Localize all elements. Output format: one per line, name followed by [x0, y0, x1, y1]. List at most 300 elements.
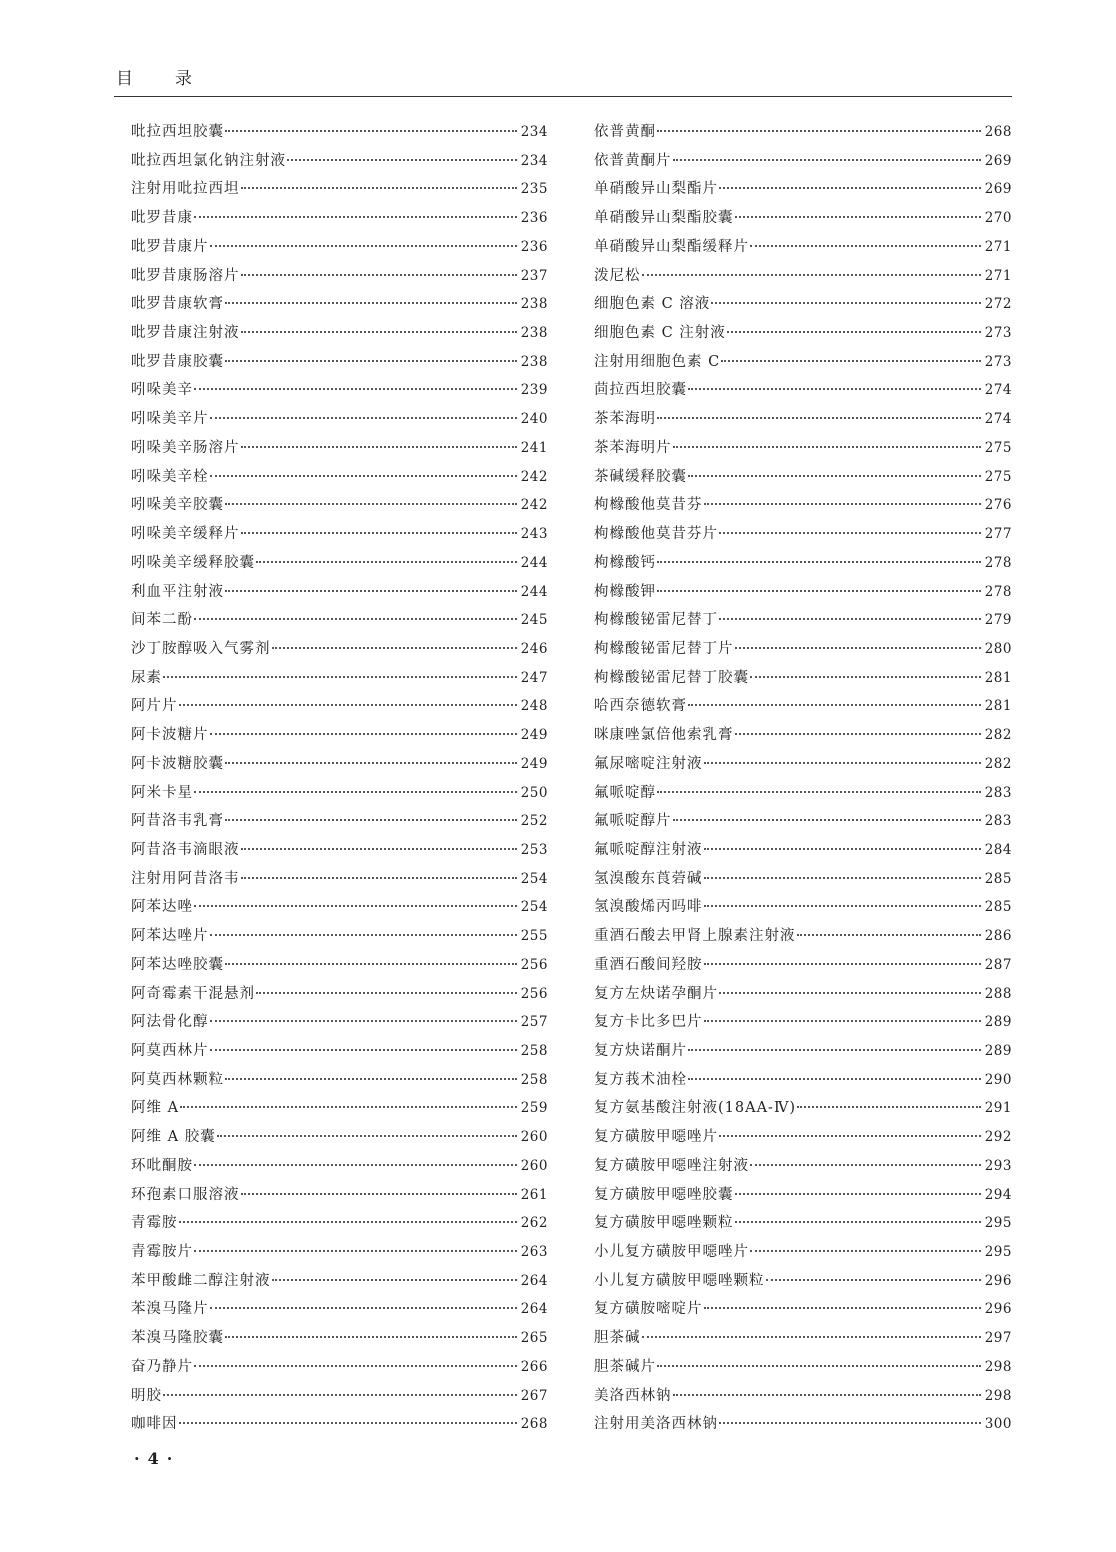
toc-dot-leader	[210, 417, 517, 419]
toc-dot-leader	[225, 762, 517, 764]
toc-entry[interactable]	[131, 522, 548, 551]
toc-dot-leader	[272, 647, 517, 649]
toc-entry[interactable]	[594, 953, 1012, 982]
toc-dot-leader	[179, 1221, 517, 1223]
toc-entry[interactable]	[131, 1326, 548, 1355]
toc-entry-title: 阿苯达唑胶囊	[131, 956, 224, 973]
toc-entry[interactable]	[131, 206, 548, 235]
toc-entry-page-number: 271	[984, 238, 1012, 255]
toc-dot-leader	[256, 992, 517, 994]
toc-entry-page-number: 282	[984, 727, 1012, 744]
page-number-footer	[126, 1449, 180, 1468]
toc-dot-leader	[750, 676, 981, 678]
toc-entry[interactable]	[594, 1211, 1012, 1240]
toc-entry-page-number: 249	[520, 755, 548, 772]
toc-entry-page-number: 235	[520, 181, 548, 198]
toc-entry-title: 环吡酮胺	[131, 1157, 193, 1174]
toc-entry[interactable]	[594, 694, 1012, 723]
toc-entry-title: 阿昔洛韦滴眼液	[131, 841, 240, 858]
toc-entry[interactable]	[594, 666, 1012, 695]
toc-dot-leader	[241, 274, 517, 276]
toc-entry[interactable]	[131, 723, 548, 752]
toc-entry-title: 吡罗昔康胶囊	[131, 353, 224, 370]
toc-entry-page-number: 275	[984, 439, 1012, 456]
toc-entry-title: 枸橼酸他莫昔芬	[594, 497, 703, 514]
toc-entry-title: 复方磺胺甲噁唑注射液	[594, 1157, 749, 1174]
toc-entry-page-number: 268	[520, 1416, 548, 1433]
toc-entry[interactable]	[594, 1010, 1012, 1039]
toc-entry[interactable]	[131, 120, 548, 149]
toc-entry-page-number: 273	[984, 325, 1012, 342]
toc-entry[interactable]	[131, 895, 548, 924]
toc-entry-title: 尿素	[131, 669, 162, 686]
toc-entry[interactable]	[131, 580, 548, 609]
toc-entry-title: 吡罗昔康软膏	[131, 296, 224, 313]
toc-entry-title: 茴拉西坦胶囊	[594, 382, 687, 399]
toc-dot-leader	[241, 1193, 517, 1195]
toc-entry[interactable]	[131, 809, 548, 838]
toc-entry-title: 氟哌啶醇注射液	[594, 841, 703, 858]
toc-entry[interactable]	[594, 264, 1012, 293]
toc-entry-title: 复方氨基酸注射液(18AA-Ⅳ)	[594, 1100, 797, 1117]
toc-entry[interactable]	[594, 321, 1012, 350]
toc-entry[interactable]	[131, 465, 548, 494]
toc-dot-leader	[241, 877, 517, 879]
toc-dot-leader	[210, 934, 517, 936]
toc-entry[interactable]	[594, 1096, 1012, 1125]
toc-entry-title: 阿莫西林片	[131, 1043, 209, 1059]
toc-entry[interactable]	[594, 120, 1012, 149]
toc-entry[interactable]	[594, 752, 1012, 781]
toc-entry[interactable]	[594, 580, 1012, 609]
toc-entry-title: 枸橼酸他莫昔芬片	[594, 526, 718, 543]
toc-entry[interactable]	[594, 206, 1012, 235]
toc-dot-leader	[210, 733, 517, 735]
toc-dot-leader	[688, 704, 981, 706]
toc-entry-title: 重酒石酸间羟胺	[594, 956, 703, 973]
toc-entry[interactable]	[594, 378, 1012, 407]
toc-entry[interactable]	[594, 465, 1012, 494]
toc-entry-title: 茶苯海明片	[594, 439, 672, 456]
toc-dot-leader	[735, 216, 981, 218]
toc-entry[interactable]	[594, 522, 1012, 551]
toc-entry-page-number: 280	[984, 640, 1012, 657]
toc-entry[interactable]	[594, 493, 1012, 522]
toc-entry[interactable]	[594, 1068, 1012, 1097]
toc-entry-title: 吲哚美辛栓	[131, 468, 209, 485]
toc-dot-leader	[673, 1394, 981, 1396]
toc-entry[interactable]	[131, 235, 548, 264]
toc-dot-leader	[241, 532, 517, 534]
toc-entry-title: 细胞色素 C 溶液	[594, 296, 711, 313]
toc-entry-page-number: 271	[984, 267, 1012, 284]
toc-entry-page-number: 293	[984, 1157, 1012, 1174]
toc-entry-page-number: 289	[984, 1014, 1012, 1031]
toc-entry-title: 注射用阿昔洛韦	[131, 870, 240, 887]
toc-entry-page-number: 294	[984, 1186, 1012, 1203]
toc-entry-title: 阿昔洛韦乳膏	[131, 813, 224, 830]
toc-entry-page-number: 288	[984, 985, 1012, 1002]
toc-dot-leader	[241, 331, 517, 333]
toc-entry[interactable]	[594, 1326, 1012, 1355]
toc-entry-title: 枸橼酸钾	[594, 583, 656, 600]
toc-entry-page-number: 242	[520, 497, 548, 514]
toc-entry-title: 茶碱缓释胶囊	[594, 468, 687, 485]
toc-entry-title: 青霉胺	[131, 1215, 178, 1232]
toc-entry[interactable]	[594, 1154, 1012, 1183]
toc-entry-page-number: 252	[520, 813, 548, 830]
toc-entry[interactable]	[594, 637, 1012, 666]
toc-entry[interactable]	[594, 235, 1012, 264]
toc-entry[interactable]	[131, 1068, 548, 1097]
toc-entry[interactable]	[131, 637, 548, 666]
toc-entry[interactable]	[594, 1355, 1012, 1384]
toc-entry-page-number: 269	[984, 152, 1012, 169]
toc-dot-leader	[719, 1135, 981, 1137]
toc-entry[interactable]	[131, 838, 548, 867]
toc-entry[interactable]	[594, 924, 1012, 953]
toc-dot-leader	[179, 704, 517, 706]
toc-entry-page-number: 241	[520, 439, 548, 456]
toc-entry-title: 吡罗昔康注射液	[131, 325, 240, 342]
toc-dot-leader	[180, 1106, 517, 1108]
toc-entry-title: 吲哚美辛胶囊	[131, 497, 224, 514]
toc-dot-leader	[704, 503, 981, 505]
toc-entry-page-number: 295	[984, 1244, 1012, 1261]
toc-dot-leader	[766, 1279, 981, 1281]
toc-entry-title: 单硝酸异山梨酯缓释片	[594, 238, 749, 255]
toc-entry-page-number: 296	[984, 1301, 1012, 1318]
toc-entry-page-number: 279	[984, 612, 1012, 629]
toc-dot-leader	[163, 676, 517, 678]
toc-entry[interactable]	[594, 809, 1012, 838]
toc-entry[interactable]	[131, 321, 548, 350]
toc-entry-page-number: 256	[520, 956, 548, 973]
toc-entry-page-number: 278	[984, 554, 1012, 571]
toc-entry-page-number: 266	[520, 1358, 548, 1375]
toc-entry-title: 氢溴酸东莨菪碱	[594, 870, 703, 887]
toc-dot-leader	[210, 475, 517, 477]
toc-entry-title: 吡罗昔康	[131, 210, 193, 227]
toc-dot-leader	[287, 159, 517, 161]
toc-dot-leader	[256, 561, 517, 563]
toc-entry[interactable]	[131, 781, 548, 810]
toc-entry-title: 依普黄酮片	[594, 152, 672, 169]
toc-entry[interactable]	[594, 1412, 1012, 1441]
toc-entry[interactable]	[131, 350, 548, 379]
toc-entry-title: 明胶	[131, 1387, 162, 1404]
toc-dot-leader	[750, 1164, 981, 1166]
toc-entry[interactable]	[594, 350, 1012, 379]
toc-entry-page-number: 287	[984, 956, 1012, 973]
toc-entry-page-number: 258	[520, 1071, 548, 1088]
toc-entry-page-number: 289	[984, 1043, 1012, 1059]
page-header	[114, 60, 1012, 97]
toc-dot-leader	[225, 963, 517, 965]
toc-entry-title: 氢溴酸烯丙吗啡	[594, 899, 703, 916]
toc-dot-leader	[719, 1422, 981, 1424]
toc-entry[interactable]	[131, 1125, 548, 1154]
toc-entry[interactable]	[131, 666, 548, 695]
toc-dot-leader	[688, 1078, 981, 1080]
toc-entry-title: 复方左炔诺孕酮片	[594, 985, 718, 1002]
toc-entry[interactable]	[131, 264, 548, 293]
toc-dot-leader	[750, 1250, 981, 1252]
toc-entry-page-number: 263	[520, 1244, 548, 1261]
toc-entry-page-number: 272	[984, 296, 1012, 313]
toc-entry-title: 胆茶碱片	[594, 1358, 656, 1375]
toc-entry-title: 阿莫西林颗粒	[131, 1071, 224, 1088]
toc-dot-leader	[210, 1307, 517, 1309]
toc-entry-page-number: 238	[520, 296, 548, 313]
toc-entry-title: 美洛西林钠	[594, 1387, 672, 1404]
toc-entry-title: 奋乃静片	[131, 1358, 193, 1375]
toc-entry-title: 复方磺胺甲噁唑颗粒	[594, 1215, 734, 1232]
toc-dot-leader	[194, 1250, 517, 1252]
toc-entry-page-number: 270	[984, 210, 1012, 227]
toc-entry-title: 利血平注射液	[131, 583, 224, 600]
toc-entry-page-number: 298	[984, 1387, 1012, 1404]
toc-entry[interactable]	[594, 838, 1012, 867]
toc-entry[interactable]	[131, 292, 548, 321]
toc-entry[interactable]	[131, 1154, 548, 1183]
toc-entry-title: 吲哚美辛	[131, 382, 193, 399]
toc-entry[interactable]	[131, 694, 548, 723]
toc-entry-title: 咖啡因	[131, 1416, 178, 1433]
toc-dot-leader	[750, 245, 981, 247]
toc-entry-page-number: 254	[520, 899, 548, 916]
toc-dot-leader	[225, 1336, 517, 1338]
toc-entry[interactable]	[131, 177, 548, 206]
toc-entry[interactable]	[131, 953, 548, 982]
toc-entry-page-number: 242	[520, 468, 548, 485]
toc-entry-title: 吲哚美辛缓释片	[131, 526, 240, 543]
toc-entry[interactable]	[131, 1183, 548, 1212]
toc-entry-page-number: 234	[520, 152, 548, 169]
toc-dot-leader	[727, 331, 981, 333]
toc-entry[interactable]	[131, 1039, 548, 1068]
toc-entry[interactable]	[131, 1412, 548, 1441]
toc-dot-leader	[194, 216, 517, 218]
toc-entry-title: 茶苯海明	[594, 411, 656, 428]
toc-entry-title: 阿法骨化醇	[131, 1014, 209, 1031]
toc-entry[interactable]	[594, 149, 1012, 178]
toc-entry[interactable]	[131, 436, 548, 465]
toc-entry[interactable]	[131, 1384, 548, 1413]
toc-entry[interactable]	[594, 1183, 1012, 1212]
toc-entry[interactable]	[594, 723, 1012, 752]
toc-entry[interactable]	[594, 1269, 1012, 1298]
toc-entry-title: 胆茶碱	[594, 1330, 641, 1347]
toc-dot-leader	[704, 1307, 981, 1309]
toc-entry-title: 吡罗昔康肠溶片	[131, 267, 240, 284]
toc-entry[interactable]	[594, 436, 1012, 465]
toc-dot-leader	[657, 1365, 981, 1367]
toc-entry-title: 复方莪术油栓	[594, 1071, 687, 1088]
toc-entry-title: 沙丁胺醇吸入气雾剂	[131, 640, 271, 657]
toc-entry-page-number: 238	[520, 325, 548, 342]
toc-dot-leader	[217, 1135, 517, 1137]
toc-dot-leader	[719, 187, 981, 189]
toc-dot-leader	[194, 1365, 517, 1367]
toc-entry-page-number: 281	[984, 698, 1012, 715]
toc-entry-title: 哈西奈德软膏	[594, 698, 687, 715]
toc-entry-title: 复方炔诺酮片	[594, 1043, 687, 1059]
toc-dot-leader	[657, 791, 981, 793]
toc-entry-page-number: 234	[520, 124, 548, 140]
toc-dot-leader	[272, 1279, 517, 1281]
toc-entry-page-number: 256	[520, 985, 548, 1002]
toc-entry-title: 吲哚美辛片	[131, 411, 209, 428]
toc-dot-leader	[225, 360, 517, 362]
toc-dot-leader	[673, 819, 981, 821]
toc-entry[interactable]	[594, 1297, 1012, 1326]
toc-entry[interactable]	[131, 493, 548, 522]
toc-dot-leader	[721, 360, 981, 362]
toc-entry[interactable]	[131, 752, 548, 781]
toc-entry[interactable]	[594, 895, 1012, 924]
toc-entry-page-number: 283	[984, 784, 1012, 801]
toc-dot-leader	[194, 388, 517, 390]
toc-entry-page-number: 277	[984, 526, 1012, 543]
toc-entry-page-number: 300	[984, 1416, 1012, 1433]
toc-entry[interactable]	[594, 177, 1012, 206]
toc-dot-leader	[673, 159, 981, 161]
toc-dot-leader	[797, 1106, 981, 1108]
toc-entry-title: 枸橼酸钙	[594, 554, 656, 571]
toc-dot-leader	[704, 762, 981, 764]
toc-entry[interactable]	[594, 608, 1012, 637]
toc-entry[interactable]	[131, 924, 548, 953]
toc-entry[interactable]	[594, 982, 1012, 1011]
toc-dot-leader	[210, 1049, 517, 1051]
toc-entry[interactable]	[131, 982, 548, 1011]
toc-entry[interactable]	[131, 1355, 548, 1384]
toc-dot-leader	[657, 417, 981, 419]
toc-entry[interactable]	[131, 1211, 548, 1240]
toc-entry-page-number: 246	[520, 640, 548, 657]
toc-entry-page-number: 247	[520, 669, 548, 686]
toc-entry[interactable]	[594, 1240, 1012, 1269]
toc-dot-leader	[704, 877, 981, 879]
toc-entry[interactable]	[594, 867, 1012, 896]
toc-entry-page-number: 286	[984, 928, 1012, 945]
toc-entry-title: 苯溴马隆胶囊	[131, 1330, 224, 1347]
toc-entry[interactable]	[594, 1125, 1012, 1154]
toc-entry-title: 小儿复方磺胺甲噁唑片	[594, 1244, 749, 1261]
toc-entry-title: 单硝酸异山梨酯胶囊	[594, 210, 734, 227]
toc-entry[interactable]	[594, 551, 1012, 580]
toc-entry-title: 阿卡波糖胶囊	[131, 755, 224, 772]
toc-entry-page-number: 267	[520, 1387, 548, 1404]
toc-entry-title: 重酒石酸去甲肾上腺素注射液	[594, 928, 796, 945]
toc-entry[interactable]	[131, 1269, 548, 1298]
toc-entry-page-number: 292	[984, 1129, 1012, 1146]
toc-entry-title: 阿奇霉素干混悬剂	[131, 985, 255, 1002]
toc-dot-leader	[225, 819, 517, 821]
toc-dot-leader	[797, 934, 981, 936]
toc-entry-page-number: 265	[520, 1330, 548, 1347]
toc-dot-leader	[179, 1422, 517, 1424]
toc-entry-title: 单硝酸异山梨酯片	[594, 181, 718, 198]
toc-entry-page-number: 254	[520, 870, 548, 887]
toc-entry-page-number: 240	[520, 411, 548, 428]
toc-entry-page-number: 275	[984, 468, 1012, 485]
toc-entry-title: 吡拉西坦氯化钠注射液	[131, 152, 286, 169]
toc-column-left	[131, 120, 548, 1441]
toc-entry-title: 细胞色素 C 注射液	[594, 325, 726, 342]
toc-entry-page-number: 248	[520, 698, 548, 715]
toc-dot-leader	[194, 905, 517, 907]
toc-entry-title: 环孢素口服溶液	[131, 1186, 240, 1203]
toc-entry[interactable]	[131, 867, 548, 896]
toc-entry[interactable]	[131, 407, 548, 436]
toc-entry-title: 吡拉西坦胶囊	[131, 124, 224, 140]
toc-entry-page-number: 259	[520, 1100, 548, 1117]
toc-entry[interactable]	[131, 1096, 548, 1125]
toc-column-right	[594, 120, 1012, 1441]
toc-dot-leader	[225, 302, 517, 304]
toc-entry[interactable]	[131, 551, 548, 580]
toc-entry-title: 阿片片	[131, 698, 178, 715]
toc-entry-page-number: 285	[984, 899, 1012, 916]
toc-entry[interactable]	[131, 1297, 548, 1326]
toc-entry-page-number: 253	[520, 841, 548, 858]
toc-entry-page-number: 264	[520, 1272, 548, 1289]
toc-entry-page-number: 237	[520, 267, 548, 284]
toc-entry[interactable]	[131, 1010, 548, 1039]
toc-entry-page-number: 298	[984, 1358, 1012, 1375]
toc-entry-page-number: 245	[520, 612, 548, 629]
toc-entry[interactable]	[131, 378, 548, 407]
toc-entry-page-number: 238	[520, 353, 548, 370]
toc-dot-leader	[241, 187, 517, 189]
toc-dot-leader	[711, 302, 980, 304]
toc-entry[interactable]	[131, 608, 548, 637]
toc-entry-title: 枸橼酸铋雷尼替丁片	[594, 640, 734, 657]
toc-entry-title: 氟尿嘧啶注射液	[594, 755, 703, 772]
toc-dot-leader	[657, 561, 981, 563]
toc-entry-page-number: 261	[520, 1186, 548, 1203]
toc-entry[interactable]	[594, 407, 1012, 436]
toc-dot-leader	[210, 1020, 517, 1022]
toc-entry[interactable]	[594, 292, 1012, 321]
page-title: 目录	[116, 69, 234, 89]
toc-entry-page-number: 295	[984, 1215, 1012, 1232]
toc-entry-page-number: 268	[984, 124, 1012, 140]
toc-entry-title: 复方磺胺甲噁唑胶囊	[594, 1186, 734, 1203]
toc-entry-title: 阿苯达唑	[131, 899, 193, 916]
toc-dot-leader	[241, 848, 517, 850]
toc-entry[interactable]	[594, 1039, 1012, 1068]
toc-dot-leader	[719, 618, 981, 620]
toc-entry-title: 吲哚美辛缓释胶囊	[131, 554, 255, 571]
toc-entry[interactable]	[131, 1240, 548, 1269]
toc-entry-title: 吲哚美辛肠溶片	[131, 439, 240, 456]
toc-entry-page-number: 239	[520, 382, 548, 399]
toc-entry-title: 枸橼酸铋雷尼替丁	[594, 612, 718, 629]
toc-dot-leader	[225, 1078, 517, 1080]
toc-dot-leader	[210, 245, 517, 247]
toc-entry[interactable]	[594, 781, 1012, 810]
toc-dot-leader	[735, 1193, 981, 1195]
toc-entry-title: 枸橼酸铋雷尼替丁胶囊	[594, 669, 749, 686]
toc-dot-leader	[163, 1394, 517, 1396]
toc-entry-page-number: 244	[520, 583, 548, 600]
toc-entry[interactable]	[131, 149, 548, 178]
toc-entry[interactable]	[594, 1384, 1012, 1413]
toc-dot-leader	[735, 733, 981, 735]
